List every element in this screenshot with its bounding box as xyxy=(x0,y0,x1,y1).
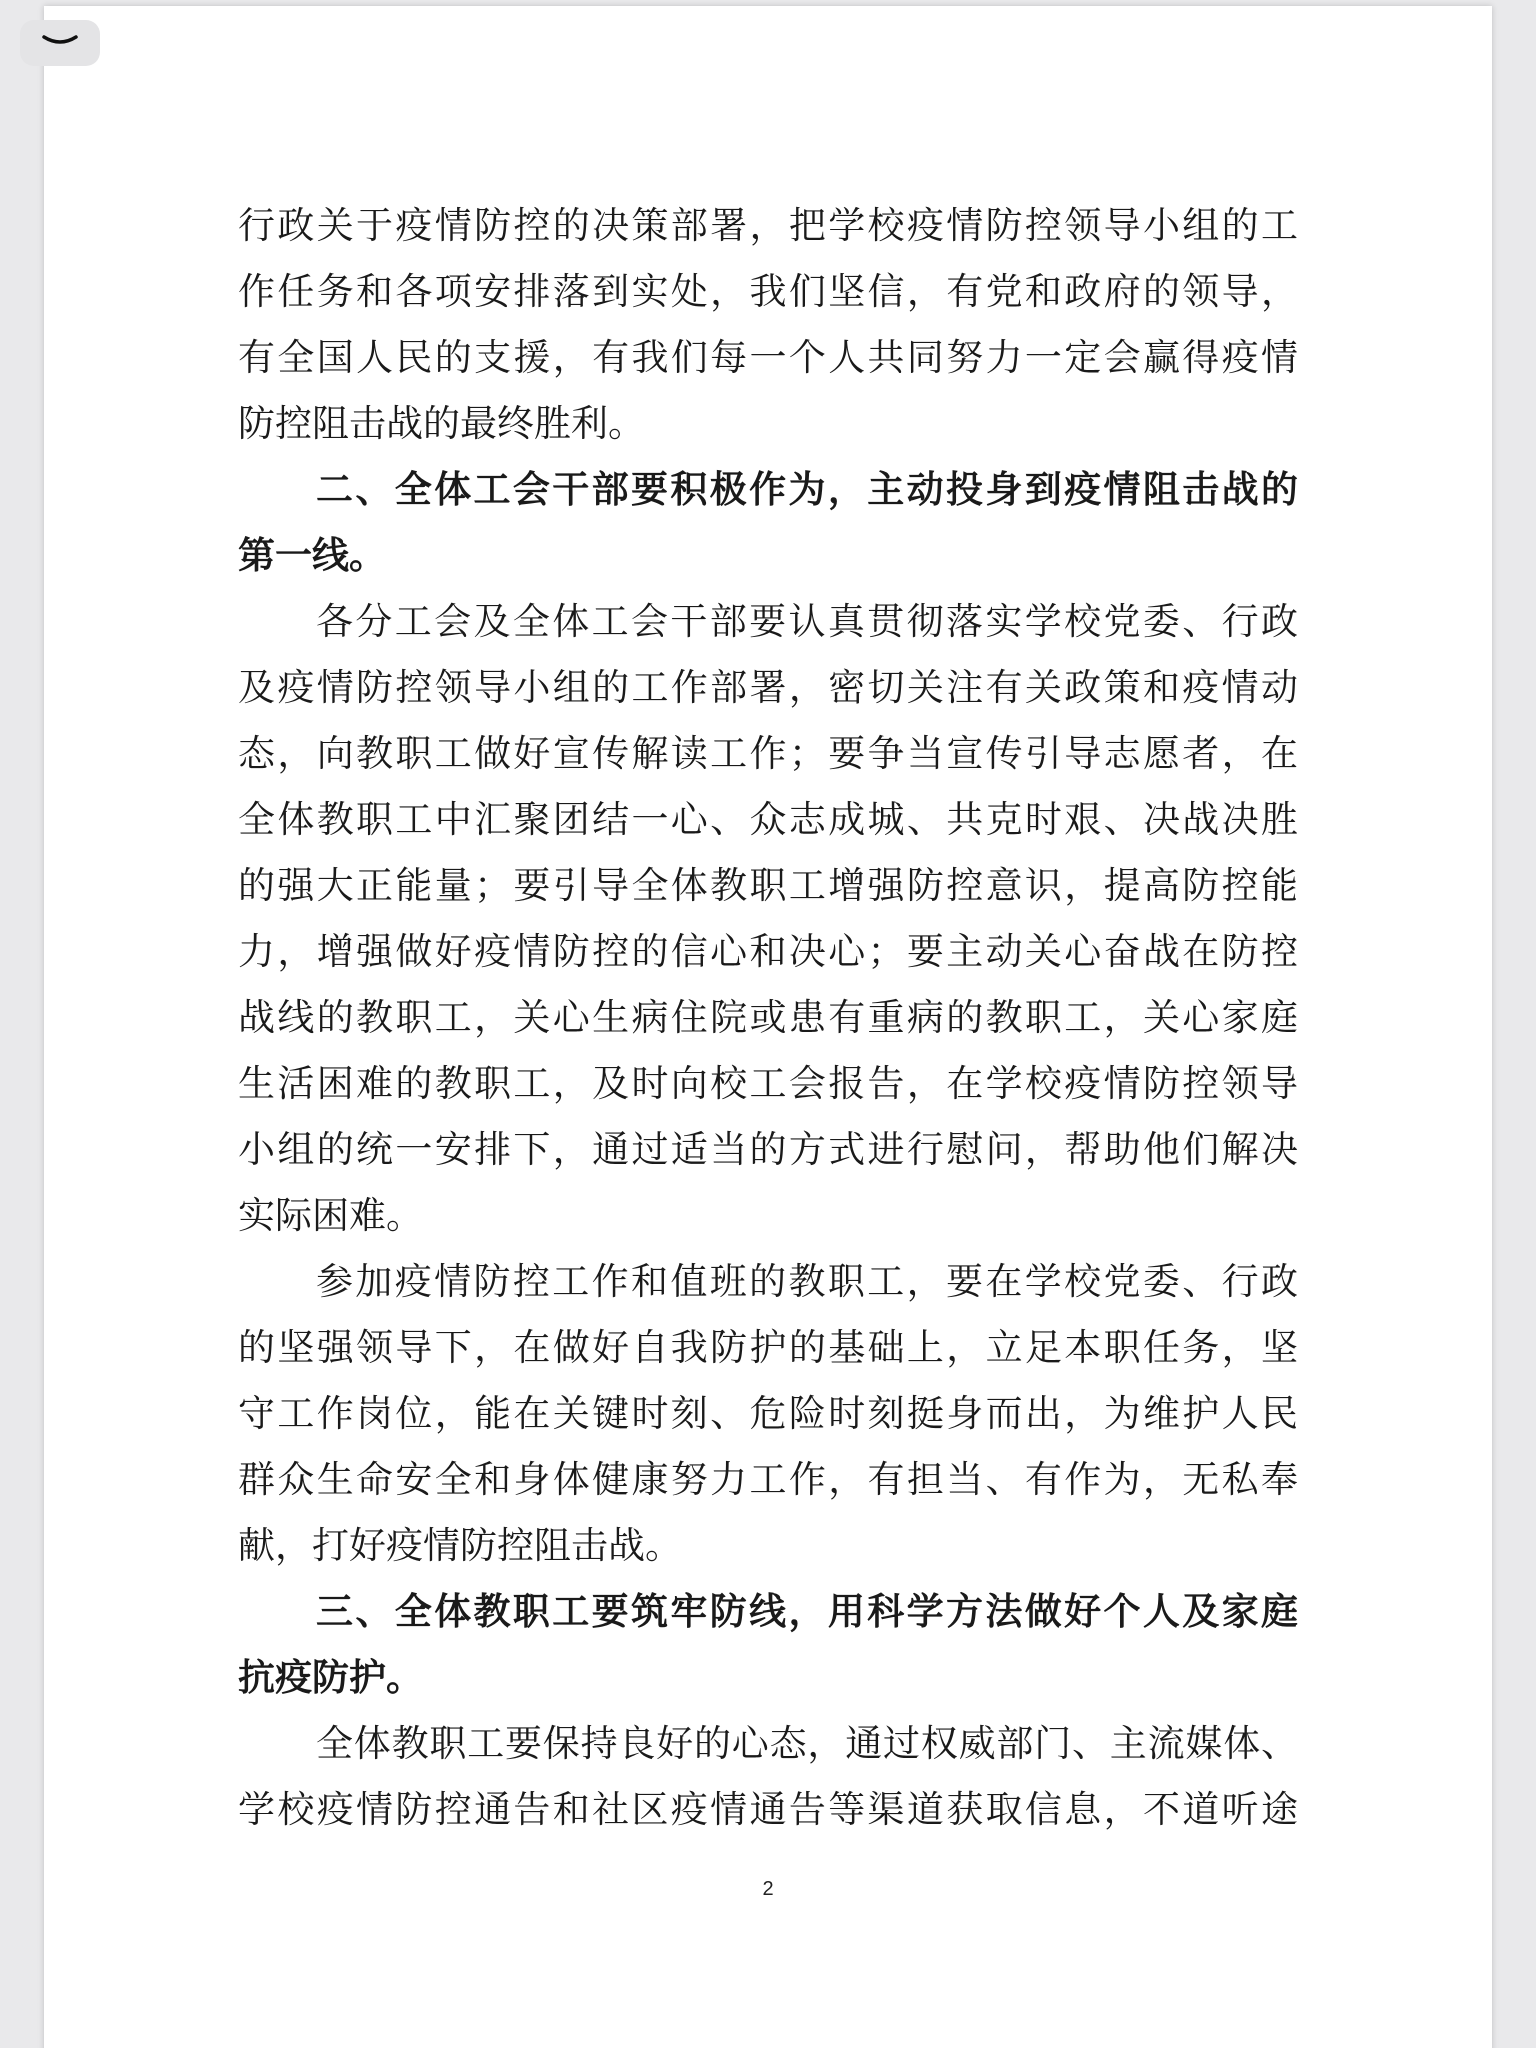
body-line: 有全国人民的支援，有我们每一个人共同努力一定会赢得疫情 xyxy=(238,336,1298,379)
body-line: 群众生命安全和身体健康努力工作，有担当、有作为，无私奉 xyxy=(238,1458,1298,1501)
section-heading-3-cont: 抗疫防护。 xyxy=(238,1656,423,1699)
body-line: 全体教职工中汇聚团结一心、众志成城、共克时艰、决战决胜 xyxy=(238,798,1298,841)
section-heading-3: 三、全体教职工要筑牢防线，用科学方法做好个人及家庭 xyxy=(316,1590,1298,1633)
body-line: 献，打好疫情防控阻击战。 xyxy=(238,1524,682,1567)
body-line: 作任务和各项安排落到实处，我们坚信，有党和政府的领导， xyxy=(238,270,1298,313)
section-heading-2: 二、全体工会干部要积极作为，主动投身到疫情阻击战的 xyxy=(316,468,1298,511)
body-line: 守工作岗位，能在关键时刻、危险时刻挺身而出，为维护人民 xyxy=(238,1392,1298,1435)
body-line: 的强大正能量；要引导全体教职工增强防控意识，提高防控能 xyxy=(238,864,1298,907)
body-line: 实际困难。 xyxy=(238,1194,423,1237)
body-line: 的坚强领导下，在做好自我防护的基础上，立足本职任务，坚 xyxy=(238,1326,1298,1369)
body-line: 参加疫情防控工作和值班的教职工，要在学校党委、行政 xyxy=(316,1260,1298,1303)
section-heading-2-cont: 第一线。 xyxy=(238,534,386,577)
body-line: 生活困难的教职工，及时向校工会报告，在学校疫情防控领导 xyxy=(238,1062,1298,1105)
body-line: 及疫情防控领导小组的工作部署，密切关注有关政策和疫情动 xyxy=(238,666,1298,709)
page-number: 2 xyxy=(762,1878,774,1900)
body-line: 各分工会及全体工会干部要认真贯彻落实学校党委、行政 xyxy=(316,600,1298,643)
body-line: 力，增强做好疫情防控的信心和决心；要主动关心奋战在防控 xyxy=(238,930,1298,973)
body-line: 全体教职工要保持良好的心态，通过权威部门、主流媒体、 xyxy=(316,1722,1298,1765)
body-line: 小组的统一安排下，通过适当的方式进行慰问，帮助他们解决 xyxy=(238,1128,1298,1171)
document-body xyxy=(238,193,1298,1843)
body-line: 行政关于疫情防控的决策部署，把学校疫情防控领导小组的工 xyxy=(238,204,1298,247)
body-line: 防控阻击战的最终胜利。 xyxy=(238,402,645,445)
body-line: 态，向教职工做好宣传解读工作；要争当宣传引导志愿者，在 xyxy=(238,732,1298,775)
collapse-button[interactable] xyxy=(20,20,100,66)
body-line: 战线的教职工，关心生病住院或患有重病的教职工，关心家庭 xyxy=(238,996,1298,1039)
body-line: 学校疫情防控通告和社区疫情通告等渠道获取信息，不道听途 xyxy=(238,1788,1298,1831)
chevron-down-icon xyxy=(40,33,80,53)
